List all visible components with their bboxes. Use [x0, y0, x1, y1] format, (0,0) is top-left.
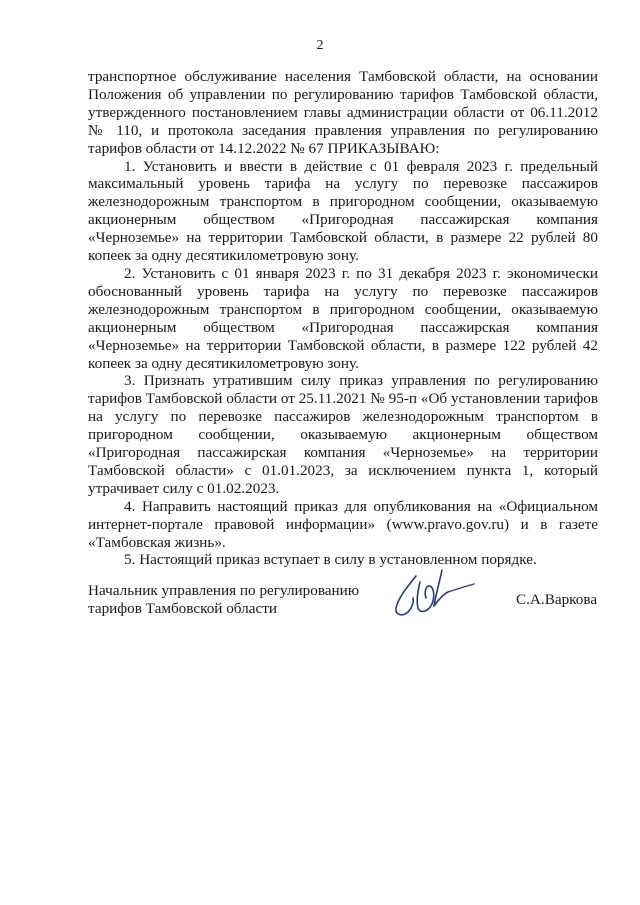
- signer-position: Начальник управления по регулированию тарифов Тамбовской области: [88, 582, 360, 617]
- page-number: 2: [316, 38, 324, 53]
- order-body: [88, 68, 598, 569]
- signature-block: [88, 582, 608, 642]
- order-item-1: 1. Установить и ввести в действие с 01 февраля 2023 г. предельный максимальный уровень тарифа на услугу по перевозке пассажиров железнодорожным транспортом в пригородном сообщении, оказываемую акционерным обществом «Пригородная пассажирская компания «Черноземье» на территории Тамбовской области, в размере 22 рублей 80 копеек за одну десятикилометровую зону.: [88, 157, 598, 265]
- signature-stroke-1: [396, 576, 416, 615]
- order-item-5: 5. Настоящий приказ вступает в силу в установленном порядке.: [124, 551, 537, 569]
- order-item-3: 3. Признать утратившим силу приказ управления по регулированию тарифов Тамбовской области от 25.11.2021 № 95-п «Об установлении тарифов на услугу по перевозке пассажиров железнодорожным транспортом в пригородном сообщении, оказываемую акционерным обществом «Пригородная пассажирская компания «Черноземье» на территории Тамбовской области» с 01.01.2023, за исключением пункта 1, который утрачивает силу с 01.02.2023.: [88, 372, 598, 497]
- order-item-2: 2. Установить с 01 января 2023 г. по 31 декабря 2023 г. экономически обоснованный уровень тарифа на услугу по перевозке пассажиров железнодорожным транспортом в пригородном сообщении, оказываемую акционерным обществом «Пригородная пассажирская компания «Черноземье» на территории Тамбовской области, в размере 122 рублей 42 копеек за одну десятикилометровую зону.: [88, 264, 598, 372]
- order-item-4: 4. Направить настоящий приказ для опубликования на «Официальном интернет-портале правовой информации» (www.pravo.gov.ru) и в газете «Тамбовская жизнь».: [88, 497, 598, 551]
- signature-stroke-4: [448, 584, 474, 592]
- preamble-paragraph: транспортное обслуживание населения Тамбовской области, на основании Положения об управлении по регулированию тарифов Тамбовской области, утвержденного постановлением главы администрации области от 06.11.2012 № 110, и протокола заседания правления управления по регулированию тарифов области от 14.12.2022 № 67 ПРИКАЗЫВАЮ:: [88, 68, 598, 157]
- signature-stroke-3: [434, 570, 448, 606]
- signer-name: С.А.Варкова: [516, 591, 598, 608]
- signature-stroke-2: [417, 582, 434, 611]
- handwritten-signature: [390, 568, 480, 624]
